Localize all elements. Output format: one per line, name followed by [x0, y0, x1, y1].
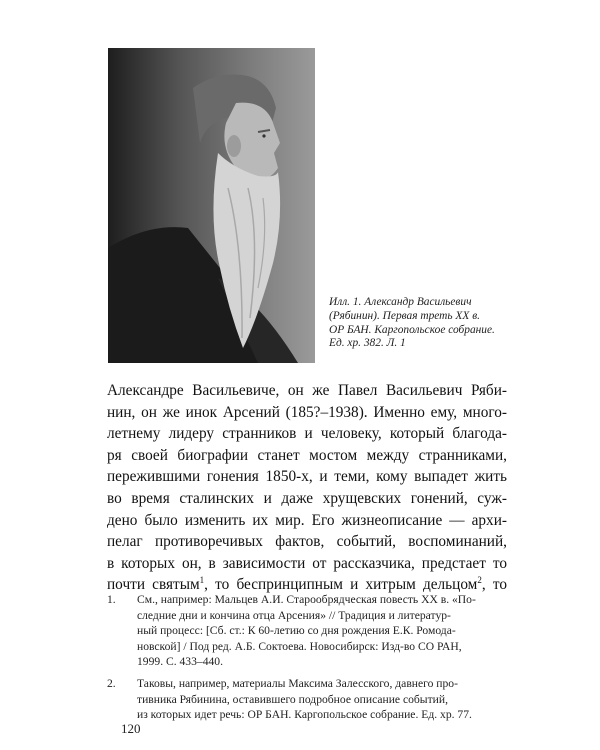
- footnote-ref[interactable]: 1: [199, 575, 205, 586]
- footnote-line: следние дни и кончина отца Арсения» // Традиция и литератур-: [137, 608, 451, 622]
- body-line: нин, он же инок Арсений (185?–1938). Именно ему, много-: [107, 403, 507, 421]
- footnote-line: Таковы, например, материалы Максима Залесского, давнего про-: [137, 676, 458, 690]
- last-line-part: , то: [481, 576, 507, 594]
- footnote-number: 2.: [107, 676, 116, 690]
- body-line: дено было изменить их мир. Его жизнеописание — архи-: [107, 511, 507, 529]
- illustration-caption: [329, 296, 559, 351]
- caption-line: Илл. 1. Александр Васильевич: [329, 296, 472, 308]
- body-line: пережившими гонения 1850-х, и теми, кому выпадет жить: [107, 468, 507, 486]
- footnotes: [107, 592, 511, 729]
- body-line: в которых он, в зависимости от рассказчика, предстает то: [107, 554, 507, 572]
- footnote-line: из которых идет речь: ОР БАН. Каргопольское собрание. Ед. хр. 77.: [137, 708, 472, 722]
- portrait-photo: [108, 48, 315, 363]
- body-line: Александре Васильевиче, он же Павел Васильевич Ряби-: [107, 382, 507, 399]
- footnote-line: 1999. С. 433–440.: [137, 655, 223, 669]
- footnote-line: новской] / Под ред. А.Б. Соктоева. Новосибирск: Изд-во СО РАН,: [137, 639, 462, 653]
- caption-line: ОР БАН. Каргопольское собрание.: [329, 323, 495, 336]
- body-line: пелаг противоречивых фактов, событий, воспоминаний,: [107, 533, 507, 551]
- footnote-ref[interactable]: 2: [477, 575, 482, 586]
- footnote-line: ный процесс: [Сб. ст.: К 60-летию со дня рождения Е.К. Ромода-: [137, 624, 456, 638]
- page-number: 120: [121, 721, 141, 736]
- footnote-line: См., например: Мальцев А.И. Старообрядческая повесть XX в. «По-: [137, 593, 476, 606]
- caption-line: (Рябинин). Первая треть XX в.: [329, 309, 480, 322]
- body-line: во время сталинских и даже хрущевских гонений, суж-: [107, 489, 507, 507]
- body-line: ря своей биографии станет мостом между странниками,: [107, 446, 507, 464]
- portrait-illustration: [108, 48, 315, 363]
- footnote-number: 1.: [107, 593, 116, 606]
- last-line-part: почти святым: [107, 576, 200, 594]
- footnote: [107, 592, 511, 670]
- caption-line: Ед. хр. 382. Л. 1: [329, 337, 406, 350]
- footnote-line: тивника Рябинина, оставившего подробное описание событий,: [137, 692, 448, 706]
- main-paragraph: [107, 380, 507, 596]
- body-line: летнему лидеру странников и человеку, который благода-: [107, 425, 507, 443]
- last-line-part: , то беспринципным и хитрым дельцом: [204, 576, 478, 594]
- footnote: [107, 676, 511, 723]
